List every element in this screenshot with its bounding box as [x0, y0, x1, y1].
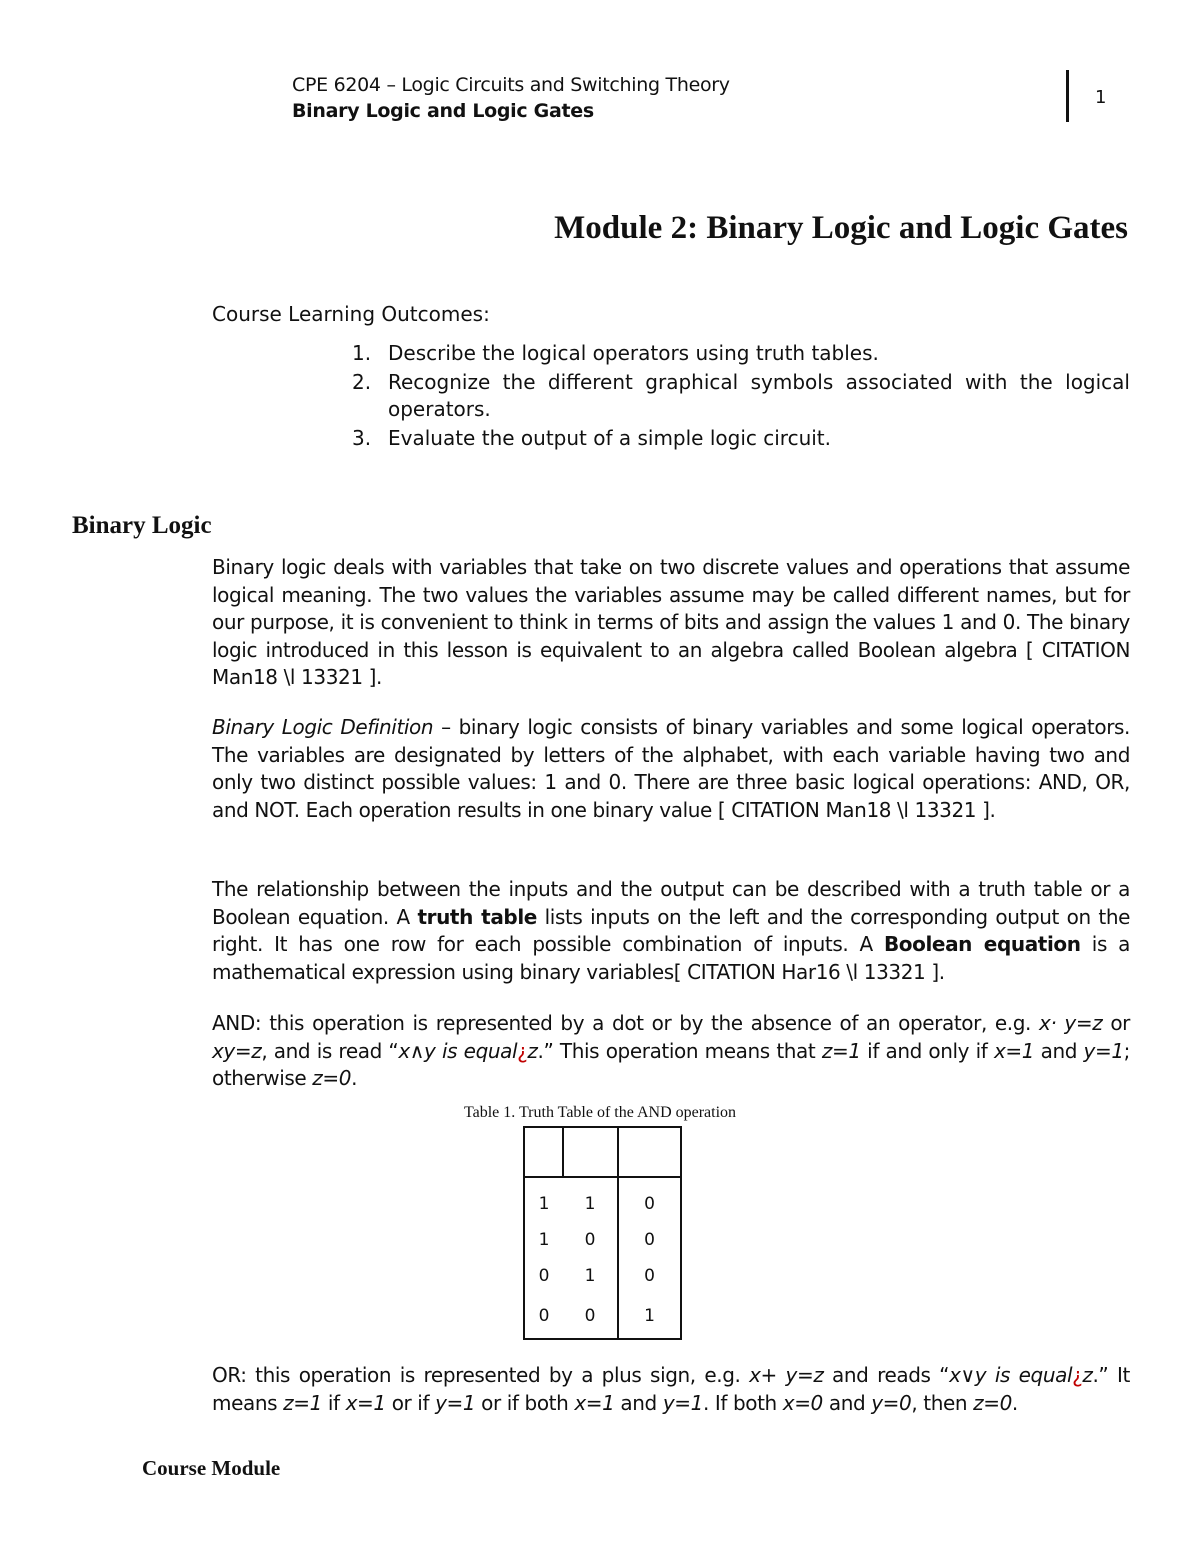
- table-cell: 0: [563, 1294, 618, 1339]
- table-cell: 1: [584, 1266, 596, 1286]
- clo-heading: Course Learning Outcomes:: [212, 302, 490, 326]
- table-cell: 0: [618, 1177, 681, 1222]
- table-cell: 0: [618, 1222, 681, 1258]
- math-run: xy=z: [212, 1038, 262, 1063]
- table-cell: 0: [524, 1294, 563, 1339]
- math-run: x=1: [345, 1390, 386, 1415]
- term-boolean-equation: Boolean equation: [883, 932, 1081, 956]
- module-title: Module 2: Binary Logic and Logic Gates: [554, 210, 1128, 246]
- text-run: OR: this operation is represented by a plus sign, e.g.: [212, 1363, 750, 1387]
- math-run: y=1: [1083, 1038, 1124, 1063]
- math-run: x· y=z: [1039, 1011, 1103, 1035]
- paragraph-truth-table: [212, 876, 1130, 986]
- list-text: Recognize the different graphical symbols associated with the logical operators.: [388, 370, 1130, 421]
- section-heading: Binary Logic: [72, 512, 212, 539]
- table-header-row: [524, 1127, 681, 1177]
- math-run: z=0: [312, 1066, 352, 1090]
- header-subtitle: Binary Logic and Logic Gates: [292, 100, 594, 122]
- table-caption: Table 1. Truth Table of the AND operation: [463, 1104, 737, 1121]
- paragraph-intro: Binary logic deals with variables that take on two discrete values and operations that assume logical meaning. The two values the variables assume may be called different names, but for our purpose, it is convenient to think in terms of bits and assign the values 1 and 0. The binary logic introduced in this lesson is equivalent to an algebra called Boolean algebra [ CITATION Man18 \l 13321 ].: [212, 555, 1130, 689]
- text-run: or: [1102, 1011, 1130, 1035]
- paragraph-or: [212, 1362, 1130, 1417]
- table-cell: 1: [524, 1222, 563, 1258]
- table-row: [524, 1177, 681, 1222]
- text-run: .” This operation means that: [537, 1038, 822, 1063]
- table-row: [524, 1258, 681, 1294]
- broken-glyph: ¿: [517, 1038, 528, 1063]
- text-run: .” It means: [212, 1363, 1130, 1415]
- math-run: x∨y is equal: [949, 1363, 1073, 1387]
- header-course: CPE 6204 – Logic Circuits and Switching Theory: [292, 74, 730, 96]
- clo-list: [352, 340, 1130, 454]
- text-run: and: [1034, 1038, 1084, 1063]
- paragraph-and: [212, 1010, 1130, 1093]
- text-run: is a mathematical expression using binary variables[ CITATION Har16 \l 13321 ].: [212, 932, 1130, 984]
- text-run: or if both: [475, 1390, 575, 1415]
- text-run: if: [321, 1390, 346, 1415]
- list-number: 3.: [352, 426, 372, 450]
- text-run: AND: this operation is represented by a dot or by the absence of an operator, e.g.: [212, 1011, 1040, 1035]
- math-run: z=1: [821, 1038, 861, 1063]
- broken-glyph: ¿: [1072, 1363, 1083, 1387]
- term-truth-table: truth table: [417, 904, 537, 929]
- table-cell: 1: [524, 1177, 563, 1222]
- table-row: [524, 1222, 681, 1258]
- text-run: lists inputs on the left and the corresponding output on the right. It has one row for each possible combination of inputs. A: [212, 904, 1131, 956]
- list-item: [352, 369, 1130, 423]
- math-run: z: [527, 1038, 538, 1063]
- math-run: z=0: [973, 1390, 1012, 1415]
- text-run: , then: [911, 1390, 974, 1415]
- table-cell: 0: [618, 1258, 681, 1294]
- truth-table-and: [523, 1126, 682, 1340]
- header-divider: [1066, 70, 1069, 122]
- list-text: Evaluate the output of a simple logic circuit.: [388, 426, 832, 450]
- definition-text: – binary logic consists of binary variables and some logical operators. The variables are designated by letters of the alphabet, with each variable having two and only two distinct possible values: 1 and 0. There are three basic logical operations: AND, OR, and NOT. Each operation results in one binary value [ CITATION Man18 \l 13321 ].: [212, 715, 1130, 822]
- list-item: [352, 425, 1130, 452]
- page-number: 1: [1095, 87, 1107, 108]
- table-header-cell: [524, 1127, 563, 1177]
- math-run: y=0: [871, 1390, 912, 1415]
- table-cell: 0: [524, 1258, 563, 1294]
- definition-term: Binary Logic Definition: [212, 715, 434, 739]
- footer-course-module: Course Module: [142, 1456, 281, 1480]
- math-run: z=1: [283, 1390, 322, 1415]
- table-cell: 0: [584, 1230, 596, 1250]
- text-run: .: [1011, 1390, 1018, 1415]
- math-run: x=1: [993, 1038, 1035, 1063]
- math-run: x∧y is equal: [398, 1038, 518, 1063]
- text-run: The relationship between the inputs and the output can be described with a truth table or a Boolean equation. A: [212, 877, 1130, 929]
- table-cell: 1: [618, 1294, 681, 1339]
- math-run: x+ y=z: [749, 1363, 824, 1387]
- list-number: 1.: [352, 341, 372, 365]
- text-run: ; otherwise: [212, 1038, 1131, 1090]
- text-run: . If both: [702, 1390, 783, 1415]
- text-run: if and only if: [860, 1038, 994, 1063]
- text-run: or if: [385, 1390, 436, 1415]
- text-run: , and is read “: [261, 1038, 399, 1063]
- table-cell: 1: [584, 1194, 596, 1214]
- math-run: y=1: [435, 1390, 476, 1415]
- math-run: x=1: [574, 1390, 615, 1415]
- table-header-cell: [563, 1127, 618, 1177]
- math-run: x=0: [782, 1390, 823, 1415]
- list-text: Describe the logical operators using truth tables.: [388, 341, 879, 365]
- text-run: and reads “: [823, 1363, 950, 1387]
- math-run: y=1: [662, 1390, 703, 1415]
- text-run: .: [351, 1066, 358, 1090]
- paragraph-definition: [212, 714, 1130, 824]
- list-number: 2.: [352, 370, 372, 394]
- text-run: and: [822, 1390, 872, 1415]
- list-item: [352, 340, 1130, 367]
- text-run: and: [614, 1390, 663, 1415]
- table-header-cell: [618, 1127, 681, 1177]
- table-row: [524, 1294, 681, 1339]
- math-run: z: [1082, 1363, 1093, 1387]
